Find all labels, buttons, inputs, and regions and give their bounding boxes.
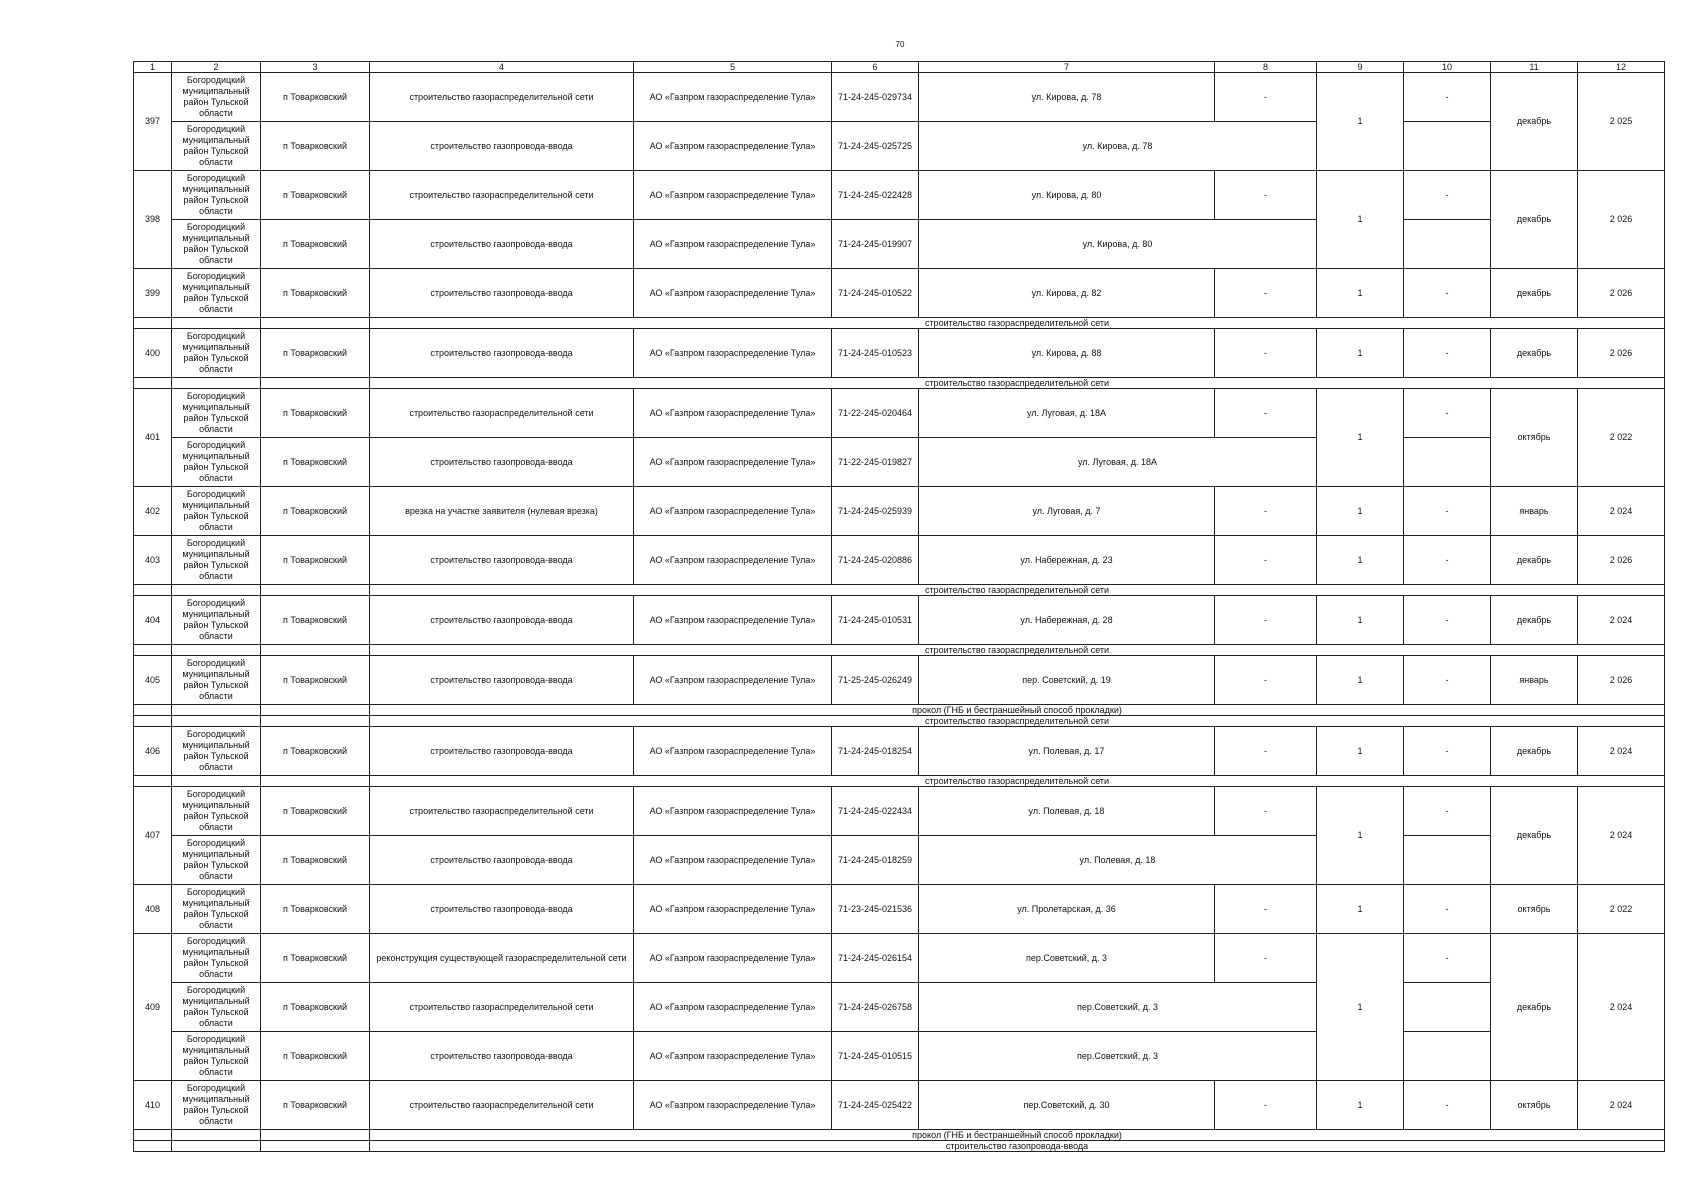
year-cell: 2 026	[1578, 269, 1665, 318]
row-number: 405	[134, 656, 172, 705]
sub-row	[134, 318, 1665, 329]
col10-cell: -	[1404, 787, 1491, 836]
sub-row	[134, 716, 1665, 727]
empty-cell	[134, 716, 172, 727]
region-cell: Богородицкий муниципальный район Тульской области	[172, 885, 261, 934]
col10-cell: -	[1404, 536, 1491, 585]
locality-cell: п Товарковский	[261, 1081, 370, 1130]
empty-cell	[261, 776, 370, 787]
year-cell: 2 024	[1578, 1081, 1665, 1130]
month-cell: октябрь	[1491, 885, 1578, 934]
sub-row	[134, 1141, 1665, 1152]
empty-cell	[261, 585, 370, 596]
row-number: 402	[134, 487, 172, 536]
year-cell: 2 022	[1578, 885, 1665, 934]
code-cell: 71-24-245-025725	[832, 122, 919, 171]
col10-cell	[1404, 983, 1491, 1032]
region-cell: Богородицкий муниципальный район Тульской области	[172, 1032, 261, 1081]
code-cell: 71-22-245-019827	[832, 438, 919, 487]
count-cell: 1	[1317, 487, 1404, 536]
region-cell: Богородицкий муниципальный район Тульской области	[172, 389, 261, 438]
col8-cell: -	[1215, 934, 1317, 983]
region-cell: Богородицкий муниципальный район Тульской области	[172, 269, 261, 318]
address-cell: ул. Кирова, д. 78	[919, 73, 1215, 122]
column-number: 4	[370, 62, 634, 73]
locality-cell: п Товарковский	[261, 329, 370, 378]
work-cell: строительство газораспределительной сети	[370, 171, 634, 220]
locality-cell: п Товарковский	[261, 727, 370, 776]
col10-cell: -	[1404, 73, 1491, 122]
address-cell: ул. Луговая, д. 18А	[919, 438, 1317, 487]
count-cell: 1	[1317, 934, 1404, 1081]
code-cell: 71-24-245-026154	[832, 934, 919, 983]
address-cell: ул. Кирова, д. 88	[919, 329, 1215, 378]
col10-cell	[1404, 438, 1491, 487]
table-row	[134, 596, 1665, 645]
org-cell: АО «Газпром газораспределение Тула»	[634, 596, 832, 645]
row-number: 403	[134, 536, 172, 585]
col10-cell: -	[1404, 885, 1491, 934]
sub-work-cell: строительство газопровода-ввода	[370, 1141, 1665, 1152]
table-row	[134, 983, 1665, 1032]
locality-cell: п Товарковский	[261, 171, 370, 220]
row-number: 408	[134, 885, 172, 934]
empty-cell	[172, 585, 261, 596]
year-cell: 2 024	[1578, 787, 1665, 885]
year-cell: 2 026	[1578, 656, 1665, 705]
work-cell: строительство газопровода-ввода	[370, 836, 634, 885]
count-cell: 1	[1317, 329, 1404, 378]
year-cell: 2 026	[1578, 329, 1665, 378]
table-row	[134, 536, 1665, 585]
column-number: 10	[1404, 62, 1491, 73]
region-cell: Богородицкий муниципальный район Тульской области	[172, 727, 261, 776]
sub-work-cell: строительство газораспределительной сети	[370, 645, 1665, 656]
table-row	[134, 73, 1665, 122]
month-cell: декабрь	[1491, 269, 1578, 318]
year-cell: 2 024	[1578, 487, 1665, 536]
work-cell: строительство газопровода-ввода	[370, 269, 634, 318]
empty-cell	[172, 1130, 261, 1141]
locality-cell: п Товарковский	[261, 787, 370, 836]
work-cell: строительство газораспределительной сети	[370, 983, 634, 1032]
page-number: 70	[895, 40, 905, 49]
count-cell: 1	[1317, 269, 1404, 318]
address-cell: пер.Советский, д. 3	[919, 934, 1215, 983]
region-cell: Богородицкий муниципальный район Тульской области	[172, 73, 261, 122]
sub-row	[134, 776, 1665, 787]
locality-cell: п Товарковский	[261, 596, 370, 645]
col10-cell	[1404, 220, 1491, 269]
code-cell: 71-24-245-018259	[832, 836, 919, 885]
count-cell: 1	[1317, 171, 1404, 269]
org-cell: АО «Газпром газораспределение Тула»	[634, 1081, 832, 1130]
table-row	[134, 787, 1665, 836]
sub-work-cell: строительство газораспределительной сети	[370, 318, 1665, 329]
column-number: 7	[919, 62, 1215, 73]
region-cell: Богородицкий муниципальный район Тульской области	[172, 934, 261, 983]
locality-cell: п Товарковский	[261, 1032, 370, 1081]
locality-cell: п Товарковский	[261, 656, 370, 705]
empty-cell	[134, 1130, 172, 1141]
row-number: 398	[134, 171, 172, 269]
table-row	[134, 1032, 1665, 1081]
col8-cell: -	[1215, 885, 1317, 934]
table-row	[134, 836, 1665, 885]
empty-cell	[261, 705, 370, 716]
row-number: 401	[134, 389, 172, 487]
work-cell: строительство газопровода-ввода	[370, 596, 634, 645]
column-number-row	[134, 62, 1665, 73]
region-cell: Богородицкий муниципальный район Тульской области	[172, 171, 261, 220]
col10-cell: -	[1404, 171, 1491, 220]
code-cell: 71-24-245-010522	[832, 269, 919, 318]
empty-cell	[134, 645, 172, 656]
address-cell: ул. Луговая, д. 7	[919, 487, 1215, 536]
locality-cell: п Товарковский	[261, 983, 370, 1032]
org-cell: АО «Газпром газораспределение Тула»	[634, 934, 832, 983]
column-number: 2	[172, 62, 261, 73]
org-cell: АО «Газпром газораспределение Тула»	[634, 438, 832, 487]
sub-work-cell: строительство газораспределительной сети	[370, 716, 1665, 727]
code-cell: 71-24-245-010515	[832, 1032, 919, 1081]
col10-cell	[1404, 122, 1491, 171]
empty-cell	[172, 378, 261, 389]
col10-cell	[1404, 1032, 1491, 1081]
locality-cell: п Товарковский	[261, 122, 370, 171]
address-cell: ул. Кирова, д. 78	[919, 122, 1317, 171]
col8-cell: -	[1215, 727, 1317, 776]
column-number: 3	[261, 62, 370, 73]
sub-work-cell: строительство газораспределительной сети	[370, 776, 1665, 787]
code-cell: 71-23-245-021536	[832, 885, 919, 934]
region-cell: Богородицкий муниципальный район Тульской области	[172, 220, 261, 269]
region-cell: Богородицкий муниципальный район Тульской области	[172, 656, 261, 705]
work-cell: строительство газораспределительной сети	[370, 787, 634, 836]
col8-cell: -	[1215, 329, 1317, 378]
locality-cell: п Товарковский	[261, 220, 370, 269]
address-cell: пер.Советский, д. 30	[919, 1081, 1215, 1130]
col10-cell: -	[1404, 727, 1491, 776]
table-row	[134, 220, 1665, 269]
org-cell: АО «Газпром газораспределение Тула»	[634, 487, 832, 536]
empty-cell	[261, 318, 370, 329]
table-row	[134, 329, 1665, 378]
table-row	[134, 171, 1665, 220]
code-cell: 71-24-245-018254	[832, 727, 919, 776]
row-number: 409	[134, 934, 172, 1081]
table-row	[134, 487, 1665, 536]
month-cell: октябрь	[1491, 1081, 1578, 1130]
row-number: 400	[134, 329, 172, 378]
month-cell: декабрь	[1491, 73, 1578, 171]
code-cell: 71-24-245-010523	[832, 329, 919, 378]
col10-cell: -	[1404, 934, 1491, 983]
empty-cell	[261, 716, 370, 727]
locality-cell: п Товарковский	[261, 269, 370, 318]
table-row	[134, 1081, 1665, 1130]
address-cell: ул. Кирова, д. 80	[919, 171, 1215, 220]
locality-cell: п Товарковский	[261, 934, 370, 983]
year-cell: 2 024	[1578, 596, 1665, 645]
empty-cell	[172, 716, 261, 727]
region-cell: Богородицкий муниципальный район Тульской области	[172, 1081, 261, 1130]
address-cell: ул. Набережная, д. 23	[919, 536, 1215, 585]
col10-cell: -	[1404, 269, 1491, 318]
org-cell: АО «Газпром газораспределение Тула»	[634, 836, 832, 885]
count-cell: 1	[1317, 885, 1404, 934]
org-cell: АО «Газпром газораспределение Тула»	[634, 269, 832, 318]
work-cell: реконструкция существующей газораспределительной сети	[370, 934, 634, 983]
region-cell: Богородицкий муниципальный район Тульской области	[172, 836, 261, 885]
row-number: 399	[134, 269, 172, 318]
col10-cell: -	[1404, 596, 1491, 645]
code-cell: 71-24-245-029734	[832, 73, 919, 122]
count-cell: 1	[1317, 727, 1404, 776]
locality-cell: п Товарковский	[261, 73, 370, 122]
month-cell: декабрь	[1491, 536, 1578, 585]
code-cell: 71-24-245-020886	[832, 536, 919, 585]
locality-cell: п Товарковский	[261, 836, 370, 885]
address-cell: пер. Советский, д. 19	[919, 656, 1215, 705]
code-cell: 71-24-245-022428	[832, 171, 919, 220]
code-cell: 71-25-245-026249	[832, 656, 919, 705]
count-cell: 1	[1317, 596, 1404, 645]
org-cell: АО «Газпром газораспределение Тула»	[634, 329, 832, 378]
org-cell: АО «Газпром газораспределение Тула»	[634, 1032, 832, 1081]
org-cell: АО «Газпром газораспределение Тула»	[634, 536, 832, 585]
work-cell: строительство газораспределительной сети	[370, 73, 634, 122]
column-number: 12	[1578, 62, 1665, 73]
empty-cell	[172, 705, 261, 716]
address-cell: ул. Полевая, д. 17	[919, 727, 1215, 776]
empty-cell	[172, 776, 261, 787]
sub-work-cell: прокол (ГНБ и бестраншейный способ прокладки)	[370, 705, 1665, 716]
col8-cell: -	[1215, 536, 1317, 585]
col8-cell: -	[1215, 171, 1317, 220]
column-number: 8	[1215, 62, 1317, 73]
region-cell: Богородицкий муниципальный район Тульской области	[172, 596, 261, 645]
month-cell: декабрь	[1491, 329, 1578, 378]
code-cell: 71-24-245-022434	[832, 787, 919, 836]
month-cell: декабрь	[1491, 787, 1578, 885]
work-cell: строительство газопровода-ввода	[370, 1032, 634, 1081]
org-cell: АО «Газпром газораспределение Тула»	[634, 220, 832, 269]
year-cell: 2 025	[1578, 73, 1665, 171]
table-row	[134, 934, 1665, 983]
empty-cell	[172, 1141, 261, 1152]
col10-cell: -	[1404, 389, 1491, 438]
locality-cell: п Товарковский	[261, 536, 370, 585]
count-cell: 1	[1317, 389, 1404, 487]
sub-row	[134, 1130, 1665, 1141]
row-number: 407	[134, 787, 172, 885]
address-cell: ул. Пролетарская, д. 36	[919, 885, 1215, 934]
sub-work-cell: строительство газораспределительной сети	[370, 585, 1665, 596]
org-cell: АО «Газпром газораспределение Тула»	[634, 389, 832, 438]
count-cell: 1	[1317, 1081, 1404, 1130]
locality-cell: п Товарковский	[261, 438, 370, 487]
org-cell: АО «Газпром газораспределение Тула»	[634, 656, 832, 705]
empty-cell	[134, 585, 172, 596]
sub-row	[134, 645, 1665, 656]
month-cell: декабрь	[1491, 171, 1578, 269]
year-cell: 2 026	[1578, 536, 1665, 585]
work-cell: врезка на участке заявителя (нулевая врезка)	[370, 487, 634, 536]
table-row	[134, 885, 1665, 934]
address-cell: пер.Советский, д. 3	[919, 1032, 1317, 1081]
empty-cell	[134, 705, 172, 716]
region-cell: Богородицкий муниципальный район Тульской области	[172, 536, 261, 585]
column-number: 1	[134, 62, 172, 73]
org-cell: АО «Газпром газораспределение Тула»	[634, 983, 832, 1032]
empty-cell	[134, 776, 172, 787]
sub-row	[134, 378, 1665, 389]
table-row	[134, 727, 1665, 776]
code-cell: 71-24-245-026758	[832, 983, 919, 1032]
col10-cell: -	[1404, 487, 1491, 536]
count-cell: 1	[1317, 787, 1404, 885]
address-cell: ул. Полевая, д. 18	[919, 836, 1317, 885]
region-cell: Богородицкий муниципальный район Тульской области	[172, 329, 261, 378]
org-cell: АО «Газпром газораспределение Тула»	[634, 73, 832, 122]
month-cell: декабрь	[1491, 934, 1578, 1081]
address-cell: ул. Кирова, д. 80	[919, 220, 1317, 269]
column-number: 11	[1491, 62, 1578, 73]
locality-cell: п Товарковский	[261, 487, 370, 536]
empty-cell	[261, 378, 370, 389]
col8-cell: -	[1215, 1081, 1317, 1130]
column-number: 9	[1317, 62, 1404, 73]
year-cell: 2 026	[1578, 171, 1665, 269]
row-number: 404	[134, 596, 172, 645]
col8-cell: -	[1215, 487, 1317, 536]
col8-cell: -	[1215, 269, 1317, 318]
address-cell: пер.Советский, д. 3	[919, 983, 1317, 1032]
column-number: 6	[832, 62, 919, 73]
work-cell: строительство газораспределительной сети	[370, 1081, 634, 1130]
empty-cell	[261, 1130, 370, 1141]
org-cell: АО «Газпром газораспределение Тула»	[634, 885, 832, 934]
locality-cell: п Товарковский	[261, 885, 370, 934]
row-number: 406	[134, 727, 172, 776]
code-cell: 71-22-245-020464	[832, 389, 919, 438]
row-number: 410	[134, 1081, 172, 1130]
work-cell: строительство газопровода-ввода	[370, 220, 634, 269]
address-cell: ул. Полевая, д. 18	[919, 787, 1215, 836]
code-cell: 71-24-245-025939	[832, 487, 919, 536]
org-cell: АО «Газпром газораспределение Тула»	[634, 727, 832, 776]
col10-cell: -	[1404, 1081, 1491, 1130]
column-number: 5	[634, 62, 832, 73]
region-cell: Богородицкий муниципальный район Тульской области	[172, 122, 261, 171]
count-cell: 1	[1317, 656, 1404, 705]
col8-cell: -	[1215, 73, 1317, 122]
region-cell: Богородицкий муниципальный район Тульской области	[172, 787, 261, 836]
col8-cell: -	[1215, 596, 1317, 645]
empty-cell	[261, 1141, 370, 1152]
col8-cell: -	[1215, 389, 1317, 438]
col8-cell: -	[1215, 656, 1317, 705]
sub-work-cell: прокол (ГНБ и бестраншейный способ прокладки)	[370, 1130, 1665, 1141]
code-cell: 71-24-245-019907	[832, 220, 919, 269]
table-row	[134, 438, 1665, 487]
col8-cell: -	[1215, 787, 1317, 836]
empty-cell	[134, 378, 172, 389]
month-cell: октябрь	[1491, 389, 1578, 487]
address-cell: ул. Набережная, д. 28	[919, 596, 1215, 645]
col10-cell: -	[1404, 656, 1491, 705]
table-row	[134, 122, 1665, 171]
region-cell: Богородицкий муниципальный район Тульской области	[172, 438, 261, 487]
count-cell: 1	[1317, 536, 1404, 585]
work-cell: строительство газопровода-ввода	[370, 536, 634, 585]
code-cell: 71-24-245-025422	[832, 1081, 919, 1130]
col10-cell: -	[1404, 329, 1491, 378]
work-cell: строительство газораспределительной сети	[370, 389, 634, 438]
month-cell: декабрь	[1491, 727, 1578, 776]
locality-cell: п Товарковский	[261, 389, 370, 438]
empty-cell	[134, 1141, 172, 1152]
work-cell: строительство газопровода-ввода	[370, 329, 634, 378]
col10-cell	[1404, 836, 1491, 885]
work-cell: строительство газопровода-ввода	[370, 656, 634, 705]
month-cell: декабрь	[1491, 596, 1578, 645]
address-cell: ул. Луговая, д. 18А	[919, 389, 1215, 438]
year-cell: 2 024	[1578, 934, 1665, 1081]
empty-cell	[172, 645, 261, 656]
sub-row	[134, 585, 1665, 596]
month-cell: январь	[1491, 487, 1578, 536]
org-cell: АО «Газпром газораспределение Тула»	[634, 122, 832, 171]
empty-cell	[172, 318, 261, 329]
work-cell: строительство газопровода-ввода	[370, 122, 634, 171]
year-cell: 2 022	[1578, 389, 1665, 487]
org-cell: АО «Газпром газораспределение Тула»	[634, 787, 832, 836]
table-row	[134, 656, 1665, 705]
work-cell: строительство газопровода-ввода	[370, 885, 634, 934]
address-cell: ул. Кирова, д. 82	[919, 269, 1215, 318]
count-cell: 1	[1317, 73, 1404, 171]
main-table	[133, 61, 1665, 1152]
work-cell: строительство газопровода-ввода	[370, 727, 634, 776]
sub-row	[134, 705, 1665, 716]
row-number: 397	[134, 73, 172, 171]
region-cell: Богородицкий муниципальный район Тульской области	[172, 983, 261, 1032]
empty-cell	[134, 318, 172, 329]
month-cell: январь	[1491, 656, 1578, 705]
region-cell: Богородицкий муниципальный район Тульской области	[172, 487, 261, 536]
year-cell: 2 024	[1578, 727, 1665, 776]
table-row	[134, 269, 1665, 318]
table-row	[134, 389, 1665, 438]
work-cell: строительство газопровода-ввода	[370, 438, 634, 487]
org-cell: АО «Газпром газораспределение Тула»	[634, 171, 832, 220]
sub-work-cell: строительство газораспределительной сети	[370, 378, 1665, 389]
code-cell: 71-24-245-010531	[832, 596, 919, 645]
empty-cell	[261, 645, 370, 656]
